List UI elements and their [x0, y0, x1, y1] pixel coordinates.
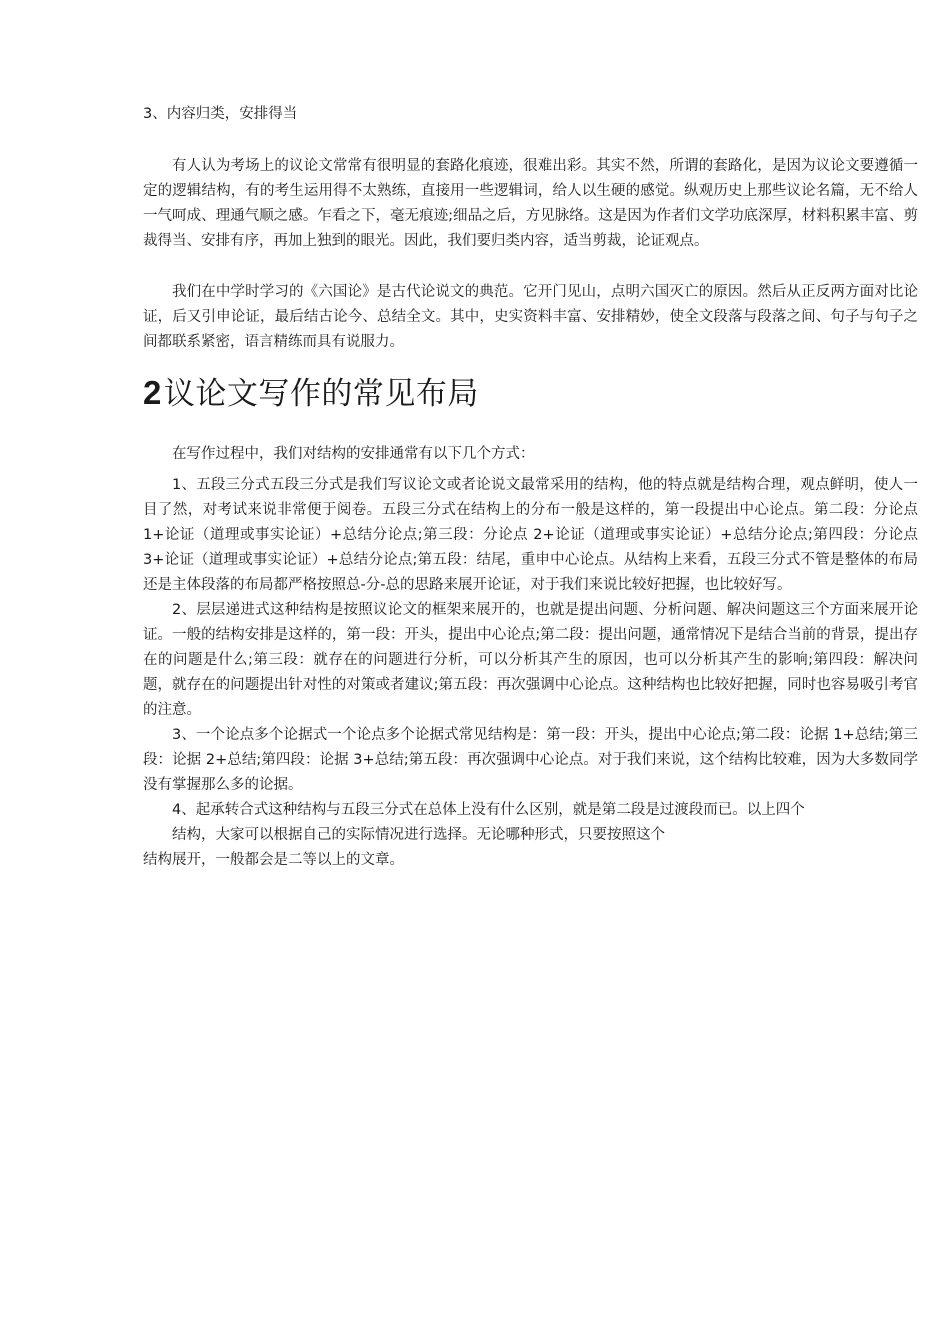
list-item-qichengzhuanhe: 4、起承转合式这种结构与五段三分式在总体上没有什么区别，就是第二段是过渡段而已。以上四个	[172, 802, 805, 818]
section-heading-number: 2	[143, 374, 162, 411]
list-item-one-point-many-evidence: 3、一个论点多个论据式一个论点多个论据式常见结构是：第一段：开头，提出中心论点;第二段：论据 1+总结;第三段：论据 2+总结;第四段：论据 3+总结;第五段：再次强调中心论点。对于我们来说，这个结构比较难，因为大多数同学没有掌握那么多的论据。	[143, 727, 918, 793]
list-item-qichengzhuanhe-continued: 结构，大家可以根据自己的实际情况进行选择。无论哪种形式，只要按照这个	[172, 827, 665, 843]
document-body	[143, 100, 918, 873]
paragraph-liuguolun-example: 我们在中学时学习的《六国论》是古代论说文的典范。它开门见山，点明六国灭亡的原因。然后从正反两方面对比论证，后又引申论证，最后结古论今、总结全文。其中，史实资料丰富、安排精妙，使全文段落与段落之间、句子与句子之间都联系紧密，语言精练而具有说服力。	[143, 284, 918, 350]
spacer	[143, 254, 918, 280]
section-heading	[143, 373, 918, 414]
section-item-title: 3、内容归类，安排得当	[143, 106, 298, 122]
paragraph-structure-argument: 有人认为考场上的议论文常常有很明显的套路化痕迹，很难出彩。其实不然，所谓的套路化，是因为议论文要遵循一定的逻辑结构，有的考生运用得不太熟练，直接用一些逻辑词，给人以生硬的感觉。纵观历史上那些议论名篇，无不给人一气呵成、理通气顺之感。乍看之下，毫无痕迹;细品之后，方见脉络。这是因为作者们文学功底深厚，材料积累丰富、剪裁得当、安排有序，再加上独到的眼光。因此，我们要归类内容，适当剪裁，论证观点。	[143, 158, 918, 249]
intro-paragraph: 在写作过程中，我们对结构的安排通常有以下几个方式：	[172, 446, 535, 462]
list-item-five-part: 1、五段三分式五段三分式是我们写议论文或者论说文最常采用的结构，他的特点就是结构合理，观点鲜明，使人一目了然，对考试来说非常便于阅卷。五段三分式在结构上的分布一般是这样的，第一段提出中心论点。第二段：分论点 1+论证（道理或事实论证）+总结分论点;第三段：分论点 2+论证（道理或事实论证）+总结分论点;第四段：分论点 3+论证（道理或事实论证）+总结分论点;第五段：结尾，重申中心论点。从结构上来看，五段三分式不管是整体的布局还是主体段落的布局都严格按照总-分-总的思路来展开论证，对于我们来说比较好把握，也比较好写。	[143, 477, 918, 593]
list-item-progressive: 2、层层递进式这种结构是按照议论文的框架来展开的，也就是提出问题、分析问题、解决问题这三个方面来展开论证。一般的结构安排是这样的，第一段：开头，提出中心论点;第二段：提出问题，通常情况下是结合当前的背景，提出存在的问题是什么;第三段：就存在的问题进行分析，可以分析其产生的原因，也可以分析其产生的影响;第四段：解决问题，就存在的问题提出针对性的对策或者建议;第五段：再次强调中心论点。这种结构也比较好把握，同时也容易吸引考官的注意。	[143, 602, 918, 718]
closing-line: 结构展开，一般都会是二等以上的文章。	[143, 852, 404, 868]
section-heading-text: 议论文写作的常见布局	[163, 376, 479, 412]
spacer	[143, 128, 918, 154]
